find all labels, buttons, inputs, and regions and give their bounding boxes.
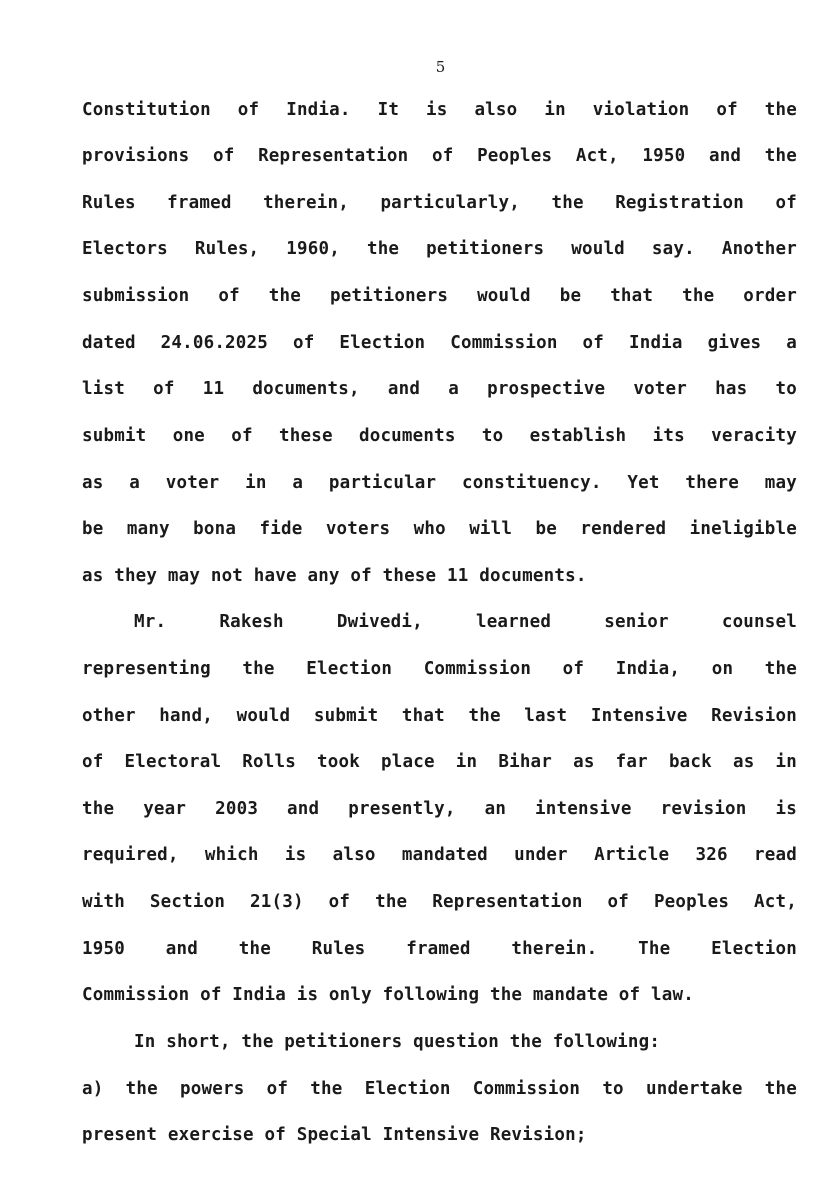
page-number: 5 xyxy=(435,58,446,76)
text-line: Mr. Rakesh Dwivedi, learned senior counsel xyxy=(134,612,797,632)
text-line: as they may not have any of these 11 documents. xyxy=(82,566,587,586)
text-line: Rules framed therein, particularly, the Registration of xyxy=(82,193,797,213)
text-line: In short, the petitioners question the following: xyxy=(134,1032,661,1052)
text-line: required, which is also mandated under Article 326 read xyxy=(82,845,797,865)
text-line: 1950 and the Rules framed therein. The Election xyxy=(82,939,797,959)
text-line: submit one of these documents to establish its veracity xyxy=(82,426,797,446)
text-line: with Section 21(3) of the Representation of Peoples Act, xyxy=(82,892,797,912)
text-line: submission of the petitioners would be that the order xyxy=(82,286,797,306)
text-line: of Electoral Rolls took place in Bihar as far back as in xyxy=(82,752,797,772)
text-line: dated 24.06.2025 of Election Commission of India gives a xyxy=(82,333,797,353)
text-line: other hand, would submit that the last Intensive Revision xyxy=(82,706,797,726)
list-item-text: a) the powers of the Election Commission to undertake the xyxy=(82,1079,797,1099)
text-line: list of 11 documents, and a prospective voter has to xyxy=(82,379,797,399)
text-line: Constitution of India. It is also in violation of the xyxy=(82,100,797,120)
text-line: be many bona fide voters who will be rendered ineligible xyxy=(82,519,797,539)
text-line: provisions of Representation of Peoples Act, 1950 and the xyxy=(82,146,797,166)
text-line: Electors Rules, 1960, the petitioners would say. Another xyxy=(82,239,797,259)
text-line: as a voter in a particular constituency. Yet there may xyxy=(82,473,797,493)
list-item-text: present exercise of Special Intensive Revision; xyxy=(82,1125,587,1145)
text-line: Commission of India is only following the mandate of law. xyxy=(82,985,694,1005)
text-line: representing the Election Commission of India, on the xyxy=(82,659,797,679)
text-line: the year 2003 and presently, an intensive revision is xyxy=(82,799,797,819)
